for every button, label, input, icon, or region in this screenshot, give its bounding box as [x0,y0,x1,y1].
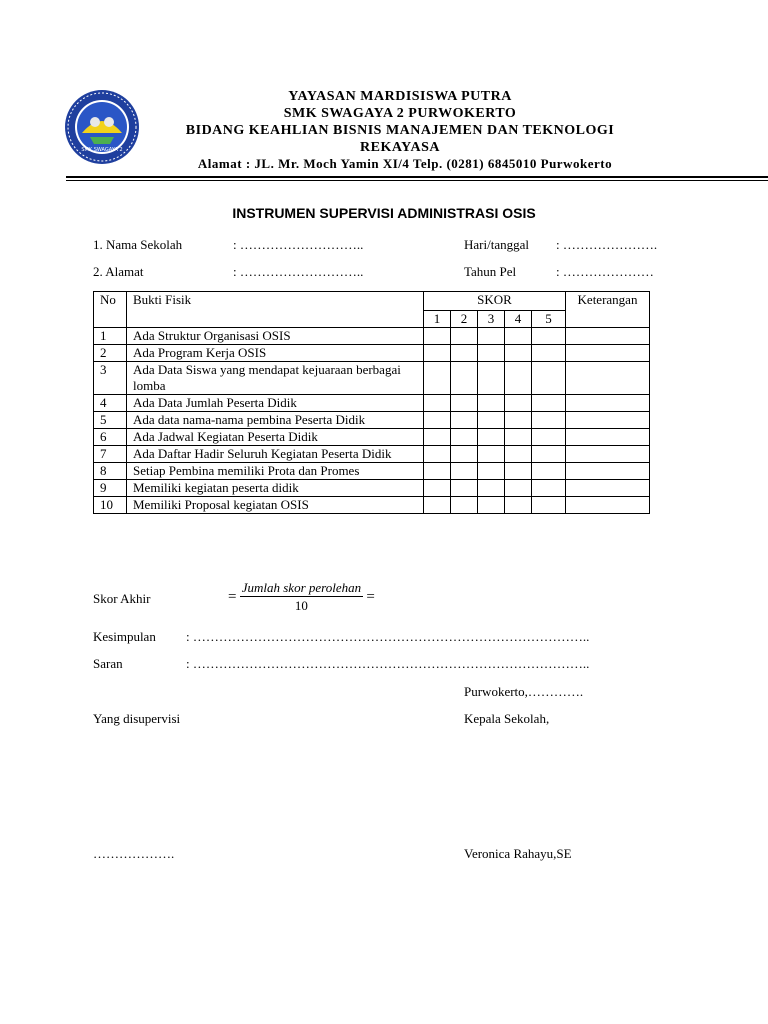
row-number: 4 [94,395,127,412]
score-cell[interactable] [478,412,505,429]
score-cell[interactable] [451,429,478,446]
score-cell[interactable] [424,429,451,446]
score-3: 3 [478,311,505,328]
tahun-value: : ………………… [556,264,654,279]
supervisee-role: Yang disupervisi [93,711,181,726]
score-cell[interactable] [505,497,532,514]
document-title: INSTRUMEN SUPERVISI ADMINISTRASI OSIS [232,205,536,221]
score-cell[interactable] [532,429,566,446]
school-name: SMK SWAGAYA 2 PURWOKERTO [283,106,517,121]
row-evidence: Ada Jadwal Kegiatan Peserta Didik [127,429,424,446]
score-cell[interactable] [505,412,532,429]
table-header-row [94,292,650,311]
score-cell[interactable] [424,345,451,362]
keterangan-cell[interactable] [566,480,650,497]
nama-sekolah-value: : ……………………….. [233,237,364,252]
header-rule [66,176,768,178]
table-row [94,446,650,463]
row-number: 3 [94,362,127,395]
keterangan-cell[interactable] [566,412,650,429]
table-row [94,345,650,362]
score-cell[interactable] [424,446,451,463]
hari-label: Hari/tanggal [464,237,529,252]
score-cell[interactable] [532,362,566,395]
score-cell[interactable] [451,446,478,463]
score-cell[interactable] [505,480,532,497]
row-number: 9 [94,480,127,497]
header-skor: SKOR [424,292,566,311]
row-number: 5 [94,412,127,429]
score-cell[interactable] [505,395,532,412]
score-cell[interactable] [478,328,505,345]
score-cell[interactable] [478,497,505,514]
foundation-name: YAYASAN MARDISISWA PUTRA [288,89,512,104]
row-number: 7 [94,446,127,463]
keterangan-cell[interactable] [566,395,650,412]
header-rule-thin [66,180,768,181]
row-evidence: Ada data nama-nama pembina Peserta Didik [127,412,424,429]
score-cell[interactable] [505,463,532,480]
kesimpulan-value: : ……………………………………………………………………………….. [186,629,590,644]
table-row [94,480,650,497]
score-cell[interactable] [451,328,478,345]
score-cell[interactable] [451,497,478,514]
score-cell[interactable] [424,395,451,412]
score-cell[interactable] [424,362,451,395]
score-cell[interactable] [478,345,505,362]
score-cell[interactable] [478,395,505,412]
header-bukti: Bukti Fisik [127,292,424,328]
score-2: 2 [451,311,478,328]
row-evidence: Ada Daftar Hadir Seluruh Kegiatan Peserta Didik [127,446,424,463]
score-cell[interactable] [424,497,451,514]
kesimpulan-label: Kesimpulan [93,629,156,644]
department-line-2: REKAYASA [360,140,440,155]
row-number: 6 [94,429,127,446]
table-row [94,362,650,395]
keterangan-cell[interactable] [566,345,650,362]
row-evidence: Ada Data Jumlah Peserta Didik [127,395,424,412]
row-number: 8 [94,463,127,480]
row-evidence: Setiap Pembina memiliki Prota dan Promes [127,463,424,480]
score-cell[interactable] [424,480,451,497]
score-cell[interactable] [424,463,451,480]
alamat-value: : ……………………….. [233,264,364,279]
header-no: No [94,292,127,328]
row-number: 1 [94,328,127,345]
row-evidence: Ada Struktur Organisasi OSIS [127,328,424,345]
score-cell[interactable] [532,412,566,429]
score-cell[interactable] [532,395,566,412]
score-cell[interactable] [532,463,566,480]
nama-sekolah-label: 1. Nama Sekolah [93,237,183,252]
score-cell[interactable] [478,480,505,497]
row-number: 2 [94,345,127,362]
score-cell[interactable] [478,362,505,395]
table-row [94,395,650,412]
score-cell[interactable] [532,480,566,497]
department-line: BIDANG KEAHLIAN BISNIS MANAJEMEN DAN TEKNOLOGI [185,123,615,138]
row-evidence: Ada Data Siswa yang mendapat kejuaraan berbagai lomba [127,362,424,395]
supervision-table [93,291,650,514]
table-row [94,463,650,480]
place-date: Purwokerto,…………. [464,684,584,699]
score-cell[interactable] [478,463,505,480]
score-cell[interactable] [424,328,451,345]
formula-equals-left: = [228,588,237,605]
score-5: 5 [532,311,566,328]
tahun-label: Tahun Pel [464,264,517,279]
score-cell[interactable] [505,345,532,362]
keterangan-cell[interactable] [566,497,650,514]
score-cell[interactable] [532,446,566,463]
score-cell[interactable] [478,446,505,463]
score-1: 1 [424,311,451,328]
score-cell[interactable] [505,328,532,345]
saran-value: : ……………………………………………………………………………….. [186,656,590,671]
keterangan-cell[interactable] [566,328,650,345]
formula-denominator: 10 [294,598,308,613]
score-cell[interactable] [478,429,505,446]
saran-label: Saran [93,656,123,671]
table-row [94,328,650,345]
score-cell[interactable] [532,497,566,514]
logo-text: SMK SWAGAYA 2 [81,147,123,153]
score-cell[interactable] [451,480,478,497]
headmaster-name: Veronica Rahayu,SE [464,846,572,861]
score-cell[interactable] [505,362,532,395]
score-cell[interactable] [451,362,478,395]
row-evidence: Memiliki Proposal kegiatan OSIS [127,497,424,514]
score-cell[interactable] [532,328,566,345]
row-number: 10 [94,497,127,514]
row-evidence: Ada Program Kerja OSIS [127,345,424,362]
formula-equals-right: = [366,588,375,605]
keterangan-cell[interactable] [566,463,650,480]
supervisee-name: ………………. [93,846,175,861]
score-cell[interactable] [532,345,566,362]
score-cell[interactable] [451,345,478,362]
table-row [94,497,650,514]
score-cell[interactable] [424,412,451,429]
score-cell[interactable] [451,412,478,429]
hari-value: : …………………. [556,237,658,252]
keterangan-cell[interactable] [566,429,650,446]
score-cell[interactable] [505,446,532,463]
table-row [94,429,650,446]
headmaster-role: Kepala Sekolah, [464,711,550,726]
score-formula [228,580,375,614]
keterangan-cell[interactable] [566,362,650,395]
keterangan-cell[interactable] [566,446,650,463]
header-keterangan: Keterangan [566,292,650,328]
skor-akhir-label: Skor Akhir [93,591,151,606]
table-row [94,412,650,429]
score-cell[interactable] [451,395,478,412]
school-address: Alamat : JL. Mr. Moch Yamin XI/4 Telp. (0281) 6845010 Purwokerto [197,156,613,171]
score-cell[interactable] [451,463,478,480]
formula-numerator: Jumlah skor perolehan [241,580,362,595]
score-cell[interactable] [505,429,532,446]
alamat-label: 2. Alamat [93,264,144,279]
score-4: 4 [505,311,532,328]
school-logo [62,89,142,165]
row-evidence: Memiliki kegiatan peserta didik [127,480,424,497]
